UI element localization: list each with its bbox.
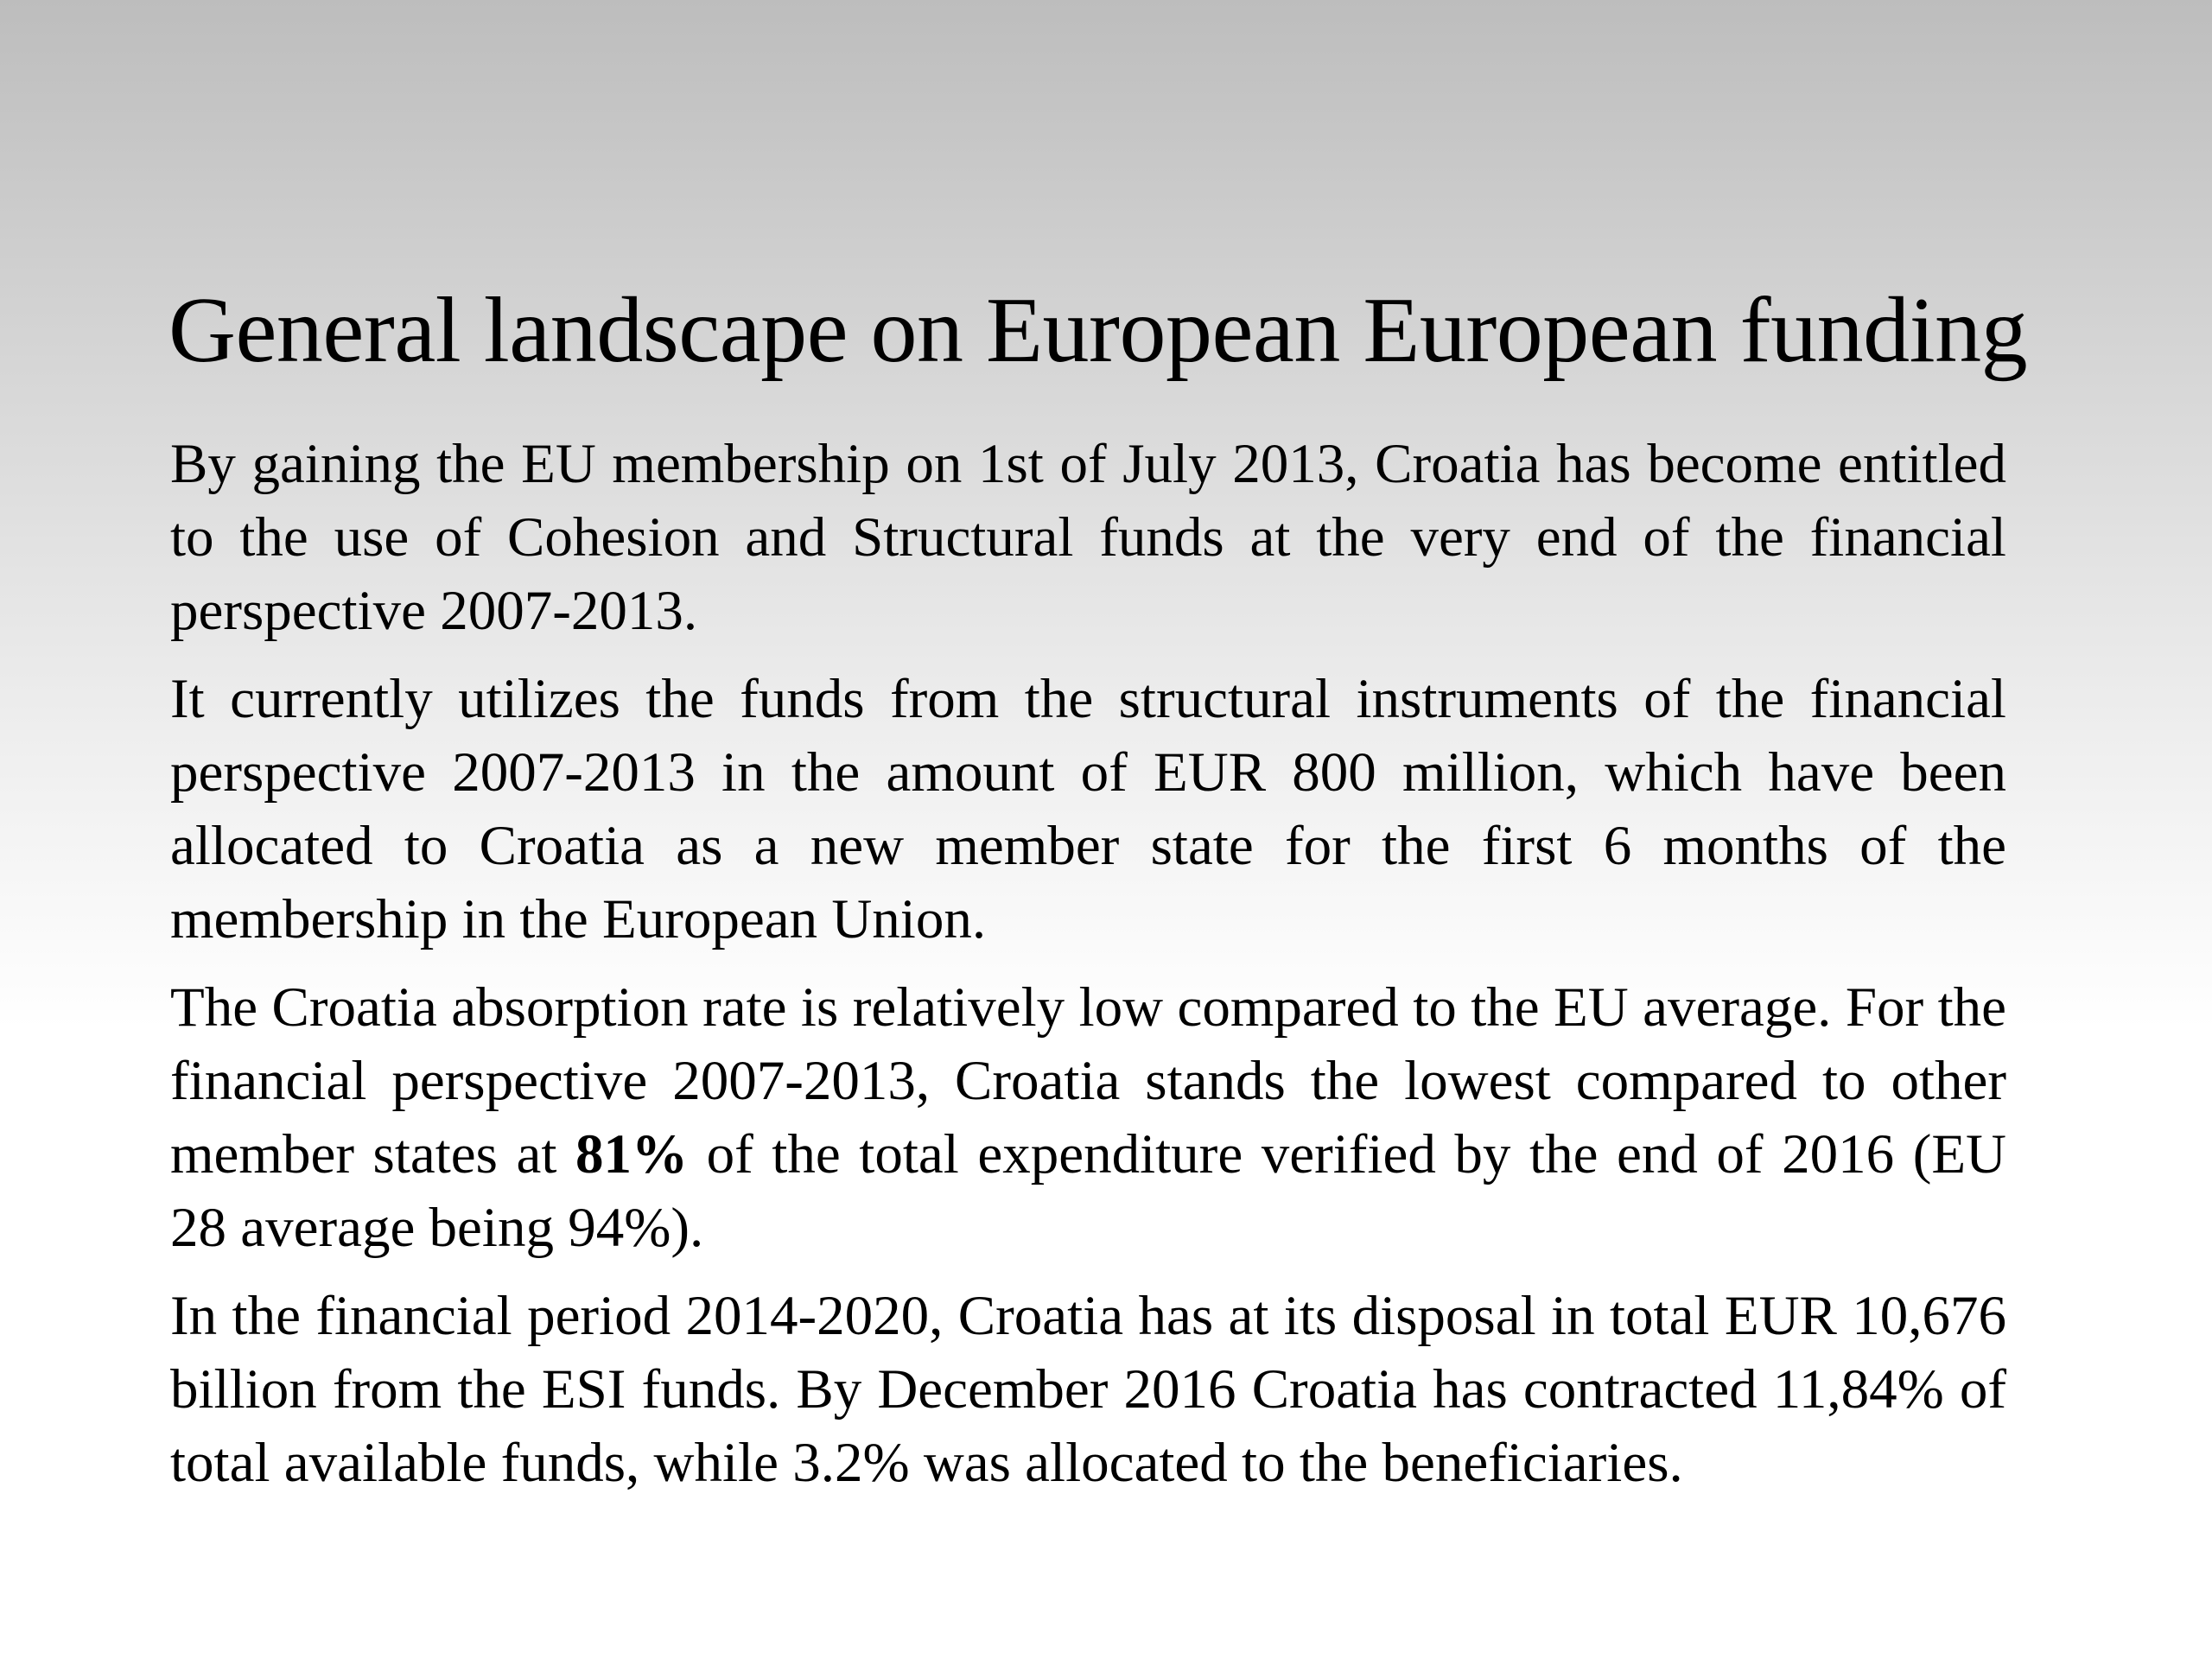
paragraph-eu-membership: By gaining the EU membership on 1st of July 2013, Croatia has become entitled to the use of Cohesion and Structural funds at the very end of the financial perspective 2007-2013. [170, 433, 2006, 642]
paragraph-esi-funds: In the financial period 2014-2020, Croatia has at its disposal in total EUR 10,676 billion from the ESI funds. By December 2016 Croatia has contracted 11,84% of total available funds, while 3.2% was allocated to the beneficiaries. [170, 1285, 2006, 1494]
slide-title: General landscape on European European funding [168, 279, 2028, 382]
slide-body [170, 428, 2006, 1515]
absorption-text-end: of the total expenditure verified by the end of 2016 (EU 28 average being 94%). [170, 1123, 2006, 1259]
absorption-text-start: The Croatia absorption rate is relatively low compared to the EU average. For the financial perspective 2007-2013, Croatia stands the lowest compared to other member states at [170, 976, 2006, 1185]
absorption-rate-value: 81% [575, 1123, 688, 1185]
paragraph-structural-instruments: It currently utilizes the funds from the structural instruments of the financial perspective 2007-2013 in the amount of EUR 800 million, which have been allocated to Croatia as a new member state for the first 6 months of the membership in the European Union. [170, 668, 2006, 950]
paragraph-absorption-rate [170, 971, 2006, 1265]
